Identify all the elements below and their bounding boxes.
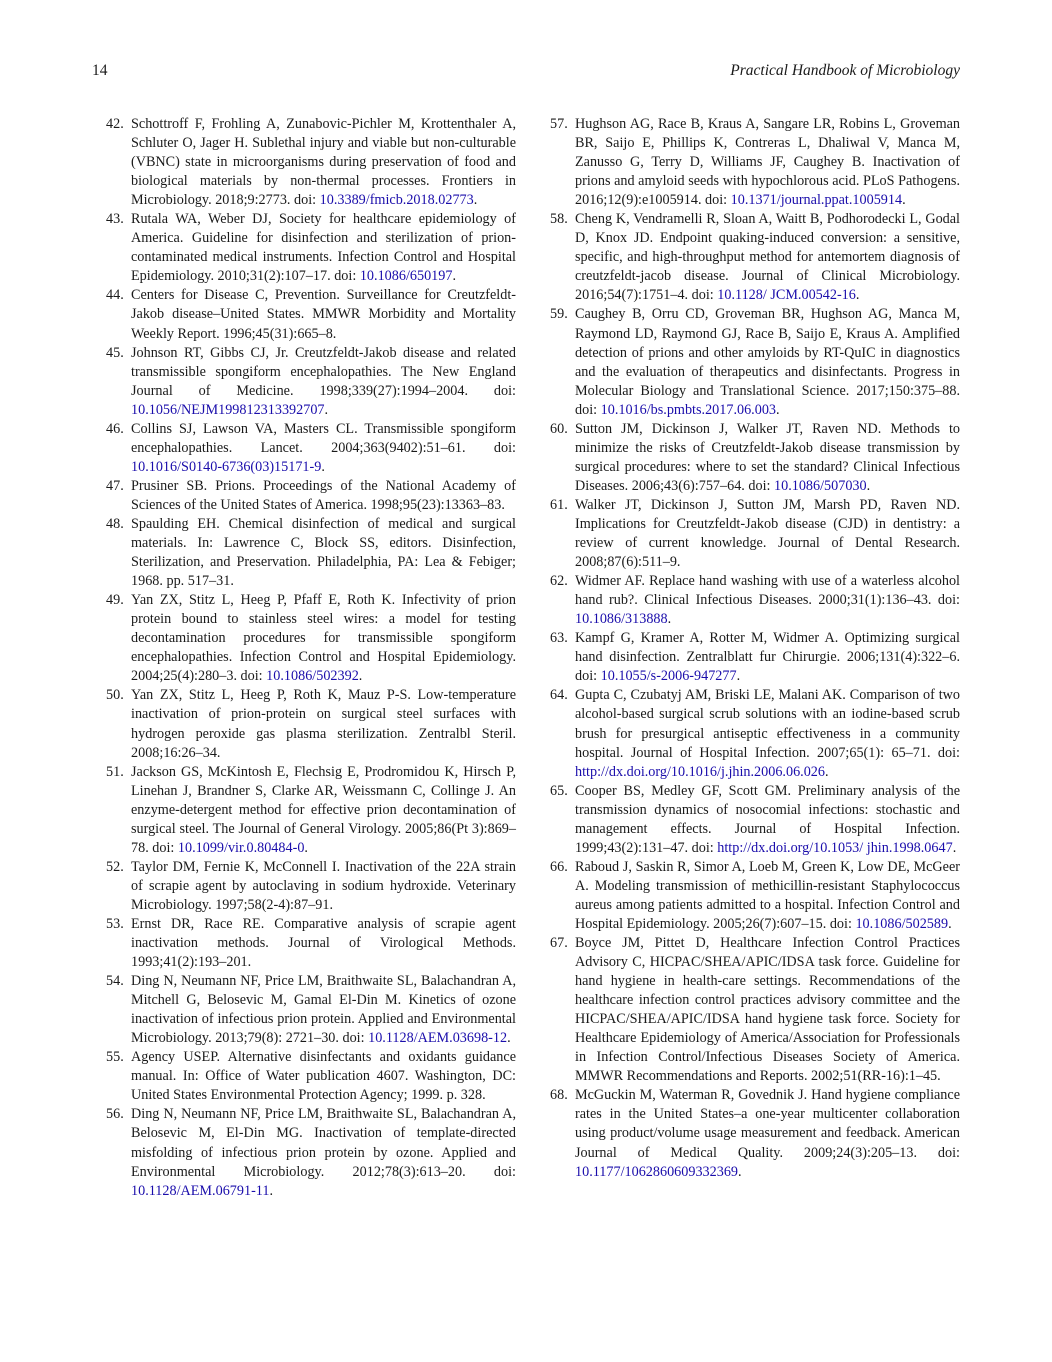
doi-link[interactable]: http://dx.doi.org/10.1053/ jhin.1998.0647 — [717, 839, 953, 856]
reference-tail: . — [321, 458, 325, 475]
reference-tail: . — [825, 763, 829, 780]
reference-item — [106, 515, 516, 591]
reference-item — [106, 1105, 516, 1200]
reference-tail: . — [902, 192, 906, 209]
reference-number: 65. — [550, 782, 568, 799]
reference-number: 59. — [550, 306, 568, 323]
reference-tail: . — [304, 839, 308, 856]
reference-number: 43. — [106, 211, 124, 228]
reference-item — [106, 344, 516, 420]
doi-link[interactable]: 10.1086/507030 — [774, 477, 867, 494]
reference-item — [106, 115, 516, 210]
reference-item — [550, 1086, 960, 1181]
reference-text: Agency USEP. Alternative disinfectants and oxidants guidance manual. In: Office of Water publication 4607. Washington, DC: United States Environmental Protection Agency; 1999. p. 328. — [131, 1049, 516, 1104]
reference-tail: . — [324, 401, 329, 418]
reference-text: Sutton JM, Dickinson J, Walker JT, Raven ND. Methods to minimize the risks of Creutzfeldt-Jakob disease transmission by surgical procedures: where to set the standard? Clinical Infectious Diseases. 2006;43(6):757–64. doi: — [575, 420, 960, 494]
reference-item — [106, 858, 516, 915]
reference-number: 47. — [106, 477, 124, 494]
reference-text: Ding N, Neumann NF, Price LM, Braithwaite SL, Balachandran A, Belosevic M, El-Din MG. Inactivation of template-directed misfolding of infectious prion protein by ozone. Applied and Environmental Microbiology. 2012;78(3):613–20. doi: — [131, 1106, 516, 1180]
reference-number: 58. — [550, 211, 568, 228]
doi-link[interactable]: 10.1086/650197 — [359, 268, 453, 285]
reference-text: Schottroff F, Frohling A, Zunabovic-Pichler M, Krottenthaler A, Schluter O, Jager H. Sublethal injury and viable but non-culturable (VBNC) state in microorganisms during preservation of food and biological materials by non-thermal processes. Frontiers in Microbiology. 2018;9:2773. doi: — [131, 116, 516, 209]
reference-item — [550, 934, 960, 1086]
doi-link[interactable]: 10.1086/502589 — [855, 915, 949, 932]
reference-number: 63. — [550, 630, 568, 647]
reference-text: Centers for Disease C, Prevention. Surveillance for Creutzfeldt-Jakob disease–United States. MMWR Morbidity and Mortality Weekly Report. 1996;45(31):665–8. — [131, 287, 516, 342]
reference-item — [106, 420, 516, 477]
reference-number: 52. — [106, 858, 124, 875]
reference-item — [106, 686, 516, 762]
reference-number: 46. — [106, 420, 124, 437]
reference-text: McGuckin M, Waterman R, Govednik J. Hand hygiene compliance rates in the United States–a one-year multicenter collaboration using product/volume usage measurement and feedback. American Journal of Medical Quality. 2009;24(3):205–13. doi: — [575, 1087, 960, 1161]
reference-item — [550, 210, 960, 305]
references-left-column — [106, 115, 516, 1201]
reference-text: Cooper BS, Medley GF, Scott GM. Preliminary analysis of the transmission dynamics of nosocomial infections: stochastic and management effects. Journal of Hospital Infection. 1999;43(2):131–47. doi: — [575, 782, 960, 856]
reference-tail: . — [473, 192, 478, 209]
reference-text: Widmer AF. Replace hand washing with use of a waterless alcohol hand rub?. Clinical Infectious Diseases. 2000;31(1):136–43. doi: — [575, 573, 960, 609]
reference-number: 45. — [106, 344, 124, 361]
doi-link[interactable]: 10.1056/NEJM199812313392707 — [131, 401, 325, 418]
reference-number: 49. — [106, 592, 124, 609]
reference-tail: . — [776, 401, 780, 418]
doi-link[interactable]: 10.1086/313888 — [575, 611, 668, 628]
reference-number: 54. — [106, 973, 124, 990]
doi-link[interactable]: 10.1016/S0140-6736(03)15171-9 — [131, 458, 322, 475]
reference-number: 51. — [106, 763, 124, 780]
reference-tail: . — [452, 268, 456, 285]
reference-number: 53. — [106, 915, 124, 932]
reference-number: 42. — [106, 116, 124, 132]
reference-number: 56. — [106, 1106, 124, 1123]
reference-number: 48. — [106, 515, 124, 532]
reference-item — [106, 763, 516, 858]
reference-tail: . — [952, 839, 957, 856]
reference-tail: . — [667, 611, 672, 628]
reference-item — [550, 858, 960, 934]
reference-text: Boyce JM, Pittet D, Healthcare Infection Control Practices Advisory C, HICPAC/SHEA/APIC/IDSA task force. Guideline for hand hygiene in health-care settings. Recommendations of the healthcare infection control practices advisory committee and the HICPAC/SHEA/APIC/IDSA hand hygiene task force. Society for Healthcare Epidemiology of America/Association for Professionals in Infection Control/Infectious Diseases Society of America. MMWR Recommendations and Reports. 2002;51(RR-16):1–45. — [575, 935, 960, 1085]
reference-tail: . — [269, 1182, 273, 1199]
reference-item — [106, 972, 516, 1048]
reference-tail: . — [507, 1030, 511, 1047]
reference-item — [106, 1048, 516, 1105]
reference-item — [550, 629, 960, 686]
doi-link[interactable]: 10.1371/journal.ppat.1005914 — [730, 192, 903, 209]
reference-item — [550, 782, 960, 858]
reference-text: Kampf G, Kramer A, Rotter M, Widmer A. Optimizing surgical hand disinfection. Zentralblatt fur Chirurgie. 2006;131(4):322–6. doi: — [575, 630, 960, 685]
page-number: 14 — [92, 62, 108, 79]
reference-text: Collins SJ, Lawson VA, Masters CL. Transmissible spongiform encephalopathies. Lancet. 2004;363(9402):51–61. doi: — [131, 420, 516, 456]
reference-tail: . — [736, 668, 741, 685]
reference-tail: . — [855, 287, 860, 304]
reference-tail: . — [358, 668, 363, 685]
doi-link[interactable]: 10.1016/bs.pmbts.2017.06.003 — [600, 401, 777, 418]
reference-number: 57. — [550, 116, 568, 132]
reference-number: 50. — [106, 687, 124, 704]
reference-tail: . — [738, 1163, 742, 1180]
reference-item — [550, 115, 960, 210]
doi-link[interactable]: 10.1086/502392 — [266, 668, 359, 685]
reference-item — [550, 496, 960, 572]
doi-link[interactable]: 10.3389/fmicb.2018.02773 — [319, 192, 474, 209]
reference-number: 55. — [106, 1049, 124, 1066]
doi-link[interactable]: 10.1128/ JCM.00542-16 — [717, 287, 856, 304]
reference-item — [106, 915, 516, 972]
reference-tail: . — [866, 477, 871, 494]
reference-item — [106, 591, 516, 686]
reference-text: Ding N, Neumann NF, Price LM, Braithwaite SL, Balachandran A, Mitchell G, Belosevic M, Gamal El-Din M. Kinetics of ozone inactivation of infectious prion protein. Applied and Environmental Microbiology. 2013;79(8): 2721–30. doi: — [131, 973, 516, 1047]
reference-text: Prusiner SB. Prions. Proceedings of the National Academy of Sciences of the United States of America. 1998;95(23):13363–83. — [131, 477, 516, 513]
doi-link[interactable]: 10.1128/AEM.06791-11 — [131, 1182, 270, 1199]
reference-number: 60. — [550, 420, 568, 437]
reference-text: Yan ZX, Stitz L, Heeg P, Roth K, Mauz P-S. Low-temperature inactivation of prion-protein on surgical steel surfaces with hydrogen peroxide gas plasma sterilization. Zentralbl Steril. 2008;16:26–34. — [131, 687, 516, 761]
reference-text: Rutala WA, Weber DJ, Society for healthcare epidemiology of America. Guideline for disinfection and sterilization of prion-contaminated medical instruments. Infection Control and Hospital Epidemiology. 2010;31(2):107–17. doi: — [131, 211, 516, 285]
reference-item — [106, 477, 516, 515]
doi-link[interactable]: http://dx.doi.org/10.1016/j.jhin.2006.06.026 — [575, 763, 825, 780]
reference-text: Raboud J, Saskin R, Simor A, Loeb M, Green K, Low DE, McGeer A. Modeling transmission of methicillin-resistant Staphylococcus aureus among patients admitted to a hospital. Infection Control and Hospital Epidemiology. 2005;26(7):607–15. doi: — [575, 858, 960, 932]
references-right-column — [550, 115, 960, 1182]
doi-link[interactable]: 10.1055/s-2006-947277 — [600, 668, 737, 685]
reference-item — [550, 686, 960, 781]
reference-text: Walker JT, Dickinson J, Sutton JM, Marsh PD, Raven ND. Implications for Creutzfeldt-Jakob disease (CJD) in dentistry: a review of current knowledge. Journal of Dental Research. 2008;87(6):511–9. — [575, 496, 960, 571]
reference-number: 68. — [550, 1087, 568, 1104]
reference-number: 44. — [106, 287, 124, 304]
reference-item — [106, 210, 516, 286]
reference-item — [550, 305, 960, 419]
reference-text: Gupta C, Czubatyj AM, Briski LE, Malani AK. Comparison of two alcohol-based surgical scrub solutions with an iodine-based scrub brush for presurgical antiseptic effectiveness in a community hospital. Journal of Hospital Infection. 2007;65(1): 65–71. doi: — [575, 687, 960, 761]
reference-text: Caughey B, Orru CD, Groveman BR, Hughson AG, Manca M, Raymond LD, Raymond GJ, Race B, Saijo E, Kraus A. Amplified detection of prions and other amyloids by RT-QuIC in diagnostics and the evaluation of therapeutics and disinfectants. Progress in Molecular Biology and Translational Science. 2017;150:375–88. doi: — [575, 306, 960, 418]
reference-text: Ernst DR, Race RE. Comparative analysis of scrapie agent inactivation methods. Journal of Virological Methods. 1993;41(2):193–201. — [131, 915, 516, 971]
reference-item — [106, 286, 516, 343]
reference-number: 67. — [550, 935, 568, 952]
doi-link[interactable]: 10.1128/AEM.03698-12 — [368, 1030, 508, 1047]
doi-link[interactable]: 10.1099/vir.0.80484-0 — [177, 839, 305, 856]
reference-number: 62. — [550, 573, 568, 590]
reference-text: Cheng K, Vendramelli R, Sloan A, Waitt B, Podhorodecki L, Godal D, Knox JD. Endpoint quaking-induced conversion: a sensitive, specific, and high-throughput method for antemortem diagnosis of creutzfeldt-jacob disease. Journal of Clinical Microbiology. 2016;54(7):1751–4. doi: — [575, 211, 960, 304]
reference-number: 61. — [550, 496, 568, 513]
reference-number: 64. — [550, 687, 568, 704]
running-head-title: Practical Handbook of Microbiology — [730, 62, 960, 79]
reference-text: Spaulding EH. Chemical disinfection of medical and surgical materials. In: Lawrence C, Block SS, editors. Disinfection, Sterilization, and Preservation. Philadelphia, PA: Lea & Febiger; 1968. pp. 517–31. — [131, 515, 516, 590]
reference-item — [550, 420, 960, 496]
reference-text: Jackson GS, McKintosh E, Flechsig E, Prodromidou K, Hirsch P, Linehan J, Brandner S, Clarke AR, Weissmann C, Collinge J. An enzyme-detergent method for effective prion decontamination of surgical steel. The Journal of General Virology. 2005;86(Pt 3):869–78. doi: — [131, 763, 516, 856]
reference-item — [550, 572, 960, 629]
doi-link[interactable]: 10.1177/1062860609332369 — [575, 1163, 739, 1180]
reference-text: Johnson RT, Gibbs CJ, Jr. Creutzfeldt-Jakob disease and related transmissible spongiform encephalopathies. The New England Journal of Medicine. 1998;339(27):1994–2004. doi: — [131, 344, 516, 399]
reference-number: 66. — [550, 858, 568, 875]
reference-tail: . — [948, 915, 952, 932]
reference-text: Taylor DM, Fernie K, McConnell I. Inactivation of the 22A strain of scrapie agent by autoclaving in sodium hydroxide. Veterinary Microbiology. 1997;58(2-4):87–91. — [131, 858, 516, 913]
reference-text: Yan ZX, Stitz L, Heeg P, Pfaff E, Roth K. Infectivity of prion protein bound to stainless steel wires: a model for testing decontamination procedures for transmissible spongiform encephalopathies. Infection Control and Hospital Epidemiology. 2004;25(4):280–3. doi: — [131, 592, 516, 685]
reference-text: Hughson AG, Race B, Kraus A, Sangare LR, Robins L, Groveman BR, Saijo E, Phillips K, Contreras L, Dhaliwal V, Manca M, Zanusso G, Terry D, Williams JF, Caughey B. Inactivation of prions and amyloid seeds with hypochlorous acid. PLoS Pathogens. 2016;12(9):e1005914. doi: — [575, 116, 960, 209]
